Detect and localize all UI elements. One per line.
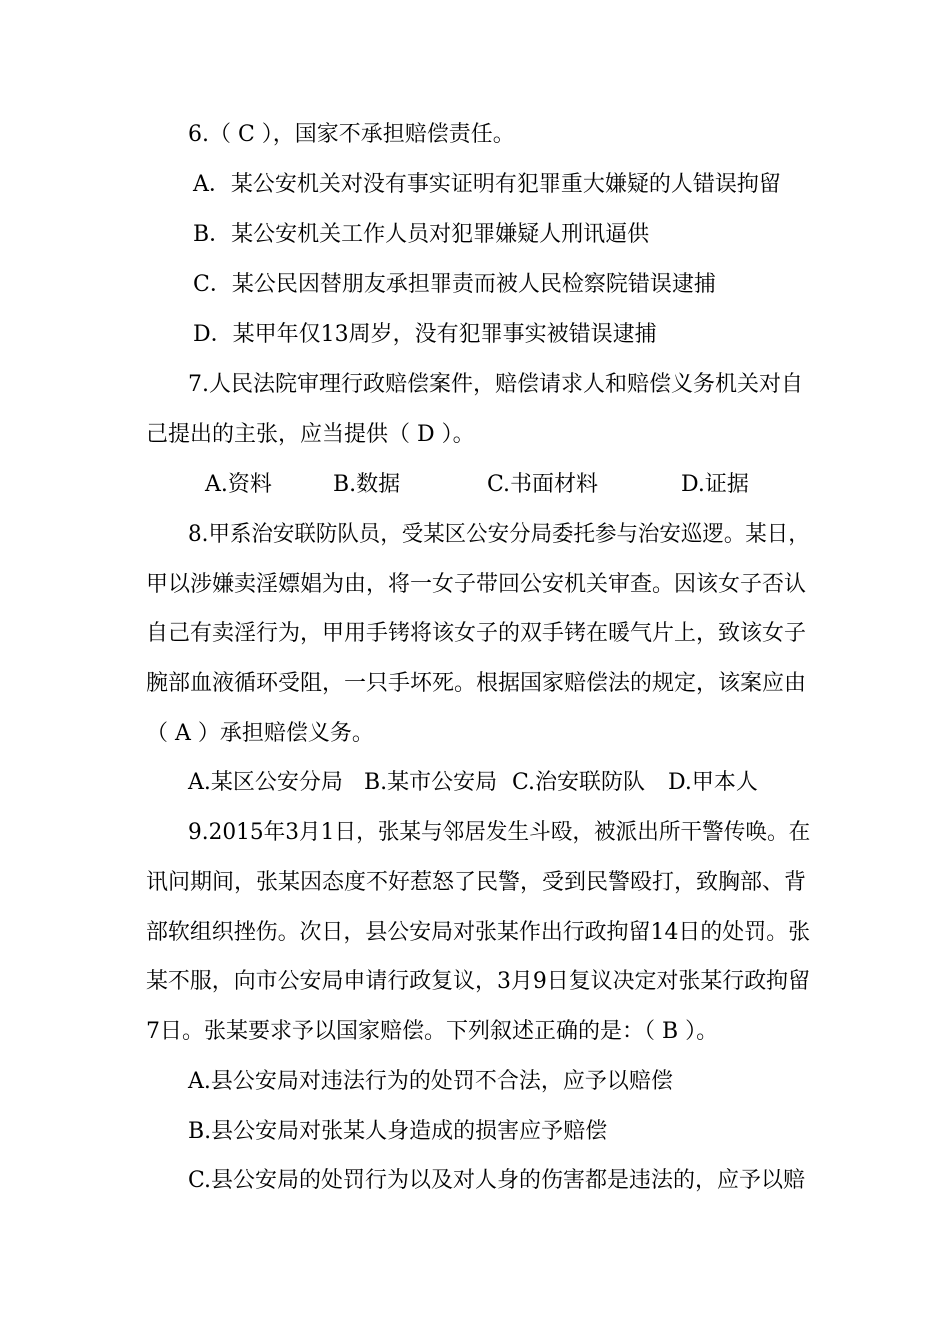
q6-option-b: B．某公安机关工作人员对犯罪嫌疑人刑讯逼供 <box>193 222 650 247</box>
q6-option-c: C．某公民因替朋友承担罪责而被人民检察院错误逮捕 <box>193 272 716 297</box>
q9-option-a: A.县公安局对违法行为的处罚不合法，应予以赔偿 <box>188 1069 673 1094</box>
q8-option-a: A.某区公安分局 <box>188 770 343 795</box>
q6-stem: 6.（ C ），国家不承担赔偿责任。 <box>188 122 515 147</box>
q9-option-c: C.县公安局的处罚行为以及对人身的伤害都是违法的，应予以赔 <box>188 1168 806 1193</box>
q9-stem-line-4: 某不服，向市公安局申请行政复议，3月9日复议决定对张某行政拘留 <box>146 969 811 994</box>
q6-option-d: D．某甲年仅13周岁，没有犯罪事实被错误逮捕 <box>193 322 657 347</box>
q7-option-b: B.数据 <box>333 472 401 497</box>
q9-stem-line-5: 7日。张某要求予以国家赔偿。下列叙述正确的是：（ B ）。 <box>146 1019 719 1044</box>
q8-stem-line-1: 8.甲系治安联防队员，受某区公安分局委托参与治安巡逻。某日， <box>188 522 810 547</box>
q8-option-c: C.治安联防队 <box>512 770 646 795</box>
q9-stem-line-3: 部软组织挫伤。次日，县公安局对张某作出行政拘留14日的处罚。张 <box>146 920 811 945</box>
q9-stem-line-1: 9.2015年3月1日，张某与邻居发生斗殴，被派出所干警传唤。在 <box>188 820 811 845</box>
q9-option-b: B.县公安局对张某人身造成的损害应予赔偿 <box>188 1119 608 1144</box>
q7-stem-line-2: 己提出的主张，应当提供（ D ）。 <box>146 422 475 447</box>
q9-stem-line-2: 讯问期间，张某因态度不好惹怒了民警，受到民警殴打，致胸部、背 <box>146 870 807 895</box>
q8-stem-line-3: 自己有卖淫行为，甲用手铐将该女子的双手铐在暖气片上，致该女子 <box>146 621 807 646</box>
q8-option-b: B.某市公安局 <box>364 770 498 795</box>
q6-option-a: A．某公安机关对没有事实证明有犯罪重大嫌疑的人错误拘留 <box>193 172 781 197</box>
q8-stem-line-5: （ A ）承担赔偿义务。 <box>146 721 374 746</box>
q7-option-a: A.资料 <box>205 472 272 497</box>
q7-option-c: C.书面材料 <box>487 472 599 497</box>
q8-stem-line-2: 甲以涉嫌卖淫嫖娼为由，将一女子带回公安机关审查。因该女子否认 <box>146 572 807 597</box>
q7-option-d: D.证据 <box>681 472 749 497</box>
q7-stem-line-1: 7.人民法院审理行政赔偿案件，赔偿请求人和赔偿义务机关对自 <box>188 372 803 397</box>
q8-option-d: D.甲本人 <box>668 770 758 795</box>
q8-stem-line-4: 腕部血液循环受阻，一只手坏死。根据国家赔偿法的规定，该案应由 <box>146 671 807 696</box>
